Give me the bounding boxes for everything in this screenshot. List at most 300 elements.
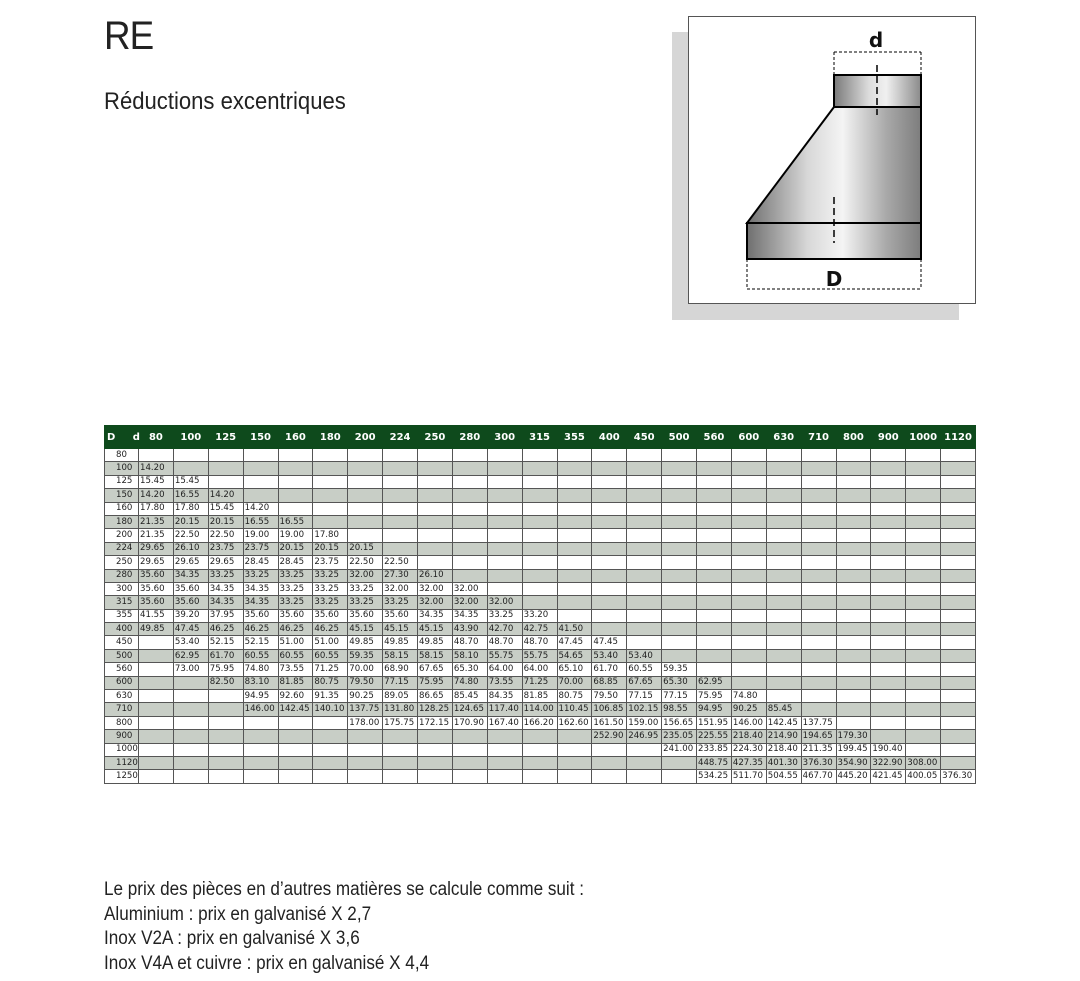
price-cell: [801, 569, 836, 582]
price-cell: [941, 703, 976, 716]
price-cell: 22.50: [348, 556, 383, 569]
price-cell: [418, 489, 453, 502]
price-cell: [766, 475, 801, 488]
price-cell: [418, 502, 453, 515]
column-header: 200: [348, 426, 383, 449]
price-cell: 35.60: [139, 582, 174, 595]
price-cell: [313, 462, 348, 475]
row-header: 150: [105, 489, 139, 502]
price-cell: [208, 756, 243, 769]
price-cell: 71.25: [313, 663, 348, 676]
price-cell: [243, 449, 278, 462]
price-cell: [348, 730, 383, 743]
price-cell: 21.35: [139, 515, 174, 528]
price-cell: [836, 529, 871, 542]
price-cell: 17.80: [313, 529, 348, 542]
price-cell: 19.00: [243, 529, 278, 542]
price-cell: 14.20: [139, 462, 174, 475]
price-cell: [139, 756, 174, 769]
price-cell: 33.25: [383, 596, 418, 609]
price-cell: [766, 489, 801, 502]
price-cell: [941, 730, 976, 743]
price-cell: [801, 636, 836, 649]
price-cell: [871, 502, 906, 515]
price-cell: 49.85: [348, 636, 383, 649]
price-cell: 67.65: [627, 676, 662, 689]
price-cell: [139, 730, 174, 743]
price-cell: 26.10: [173, 542, 208, 555]
column-header: 710: [801, 426, 836, 449]
price-cell: 64.00: [487, 663, 522, 676]
price-cell: [139, 703, 174, 716]
price-cell: 35.60: [139, 569, 174, 582]
price-cell: [592, 556, 627, 569]
price-cell: 73.55: [278, 663, 313, 676]
price-cell: [592, 529, 627, 542]
price-cell: [941, 475, 976, 488]
price-cell: [627, 582, 662, 595]
table-row: [105, 489, 976, 502]
price-cell: 35.60: [348, 609, 383, 622]
price-cell: 179.30: [836, 730, 871, 743]
price-cell: [627, 502, 662, 515]
price-cell: [557, 542, 592, 555]
price-cell: [941, 676, 976, 689]
price-cell: 117.40: [487, 703, 522, 716]
price-cell: [801, 475, 836, 488]
price-cell: [452, 756, 487, 769]
price-cell: [627, 529, 662, 542]
price-cell: 65.30: [662, 676, 697, 689]
price-cell: [871, 489, 906, 502]
price-cell: 218.40: [766, 743, 801, 756]
price-cell: [627, 449, 662, 462]
price-cell: 159.00: [627, 716, 662, 729]
price-cell: [941, 649, 976, 662]
price-cell: 33.25: [278, 596, 313, 609]
price-cell: [941, 623, 976, 636]
price-cell: [348, 743, 383, 756]
price-cell: [278, 475, 313, 488]
price-cell: [801, 609, 836, 622]
price-cell: 34.35: [243, 596, 278, 609]
price-cell: 67.65: [418, 663, 453, 676]
price-cell: 73.00: [173, 663, 208, 676]
price-cell: 27.30: [383, 569, 418, 582]
price-cell: [313, 716, 348, 729]
price-cell: [208, 690, 243, 703]
price-cell: [627, 489, 662, 502]
price-cell: [243, 716, 278, 729]
price-cell: [627, 623, 662, 636]
price-cell: [697, 475, 732, 488]
price-cell: 98.55: [662, 703, 697, 716]
price-cell: [801, 649, 836, 662]
price-cell: [871, 515, 906, 528]
table-row: [105, 676, 976, 689]
price-cell: 199.45: [836, 743, 871, 756]
price-cell: 74.80: [452, 676, 487, 689]
price-cell: 71.25: [522, 676, 557, 689]
table-row: [105, 569, 976, 582]
price-cell: [697, 515, 732, 528]
price-cell: [557, 515, 592, 528]
price-cell: [592, 770, 627, 783]
price-cell: [313, 756, 348, 769]
price-cell: [697, 502, 732, 515]
price-cell: 49.85: [383, 636, 418, 649]
price-cell: 84.35: [487, 690, 522, 703]
price-cell: 106.85: [592, 703, 627, 716]
column-header: 400: [592, 426, 627, 449]
column-header: 150: [243, 426, 278, 449]
price-cell: 68.90: [383, 663, 418, 676]
price-cell: [173, 716, 208, 729]
price-cell: [627, 756, 662, 769]
price-cell: [697, 489, 732, 502]
price-cell: [139, 716, 174, 729]
price-cell: 34.35: [208, 596, 243, 609]
table-row: [105, 609, 976, 622]
price-cell: 60.55: [243, 649, 278, 662]
price-cell: [766, 676, 801, 689]
price-cell: [487, 756, 522, 769]
price-cell: [348, 462, 383, 475]
price-cell: [487, 569, 522, 582]
price-cell: 20.15: [278, 542, 313, 555]
price-cell: 29.65: [139, 556, 174, 569]
price-cell: 48.70: [522, 636, 557, 649]
price-cell: 68.85: [592, 676, 627, 689]
price-cell: [697, 529, 732, 542]
table-row: [105, 623, 976, 636]
price-cell: [731, 502, 766, 515]
row-header: 450: [105, 636, 139, 649]
price-cell: [941, 449, 976, 462]
price-cell: [801, 502, 836, 515]
row-header: 160: [105, 502, 139, 515]
row-header: 125: [105, 475, 139, 488]
price-cell: 73.55: [487, 676, 522, 689]
price-cell: [243, 475, 278, 488]
price-cell: 17.80: [173, 502, 208, 515]
price-cell: [871, 569, 906, 582]
price-cell: [836, 489, 871, 502]
price-cell: 16.55: [278, 515, 313, 528]
price-cell: [487, 449, 522, 462]
price-cell: [766, 449, 801, 462]
price-cell: [592, 475, 627, 488]
price-cell: [487, 770, 522, 783]
price-cell: [766, 582, 801, 595]
price-cell: [697, 649, 732, 662]
price-cell: [906, 462, 941, 475]
price-cell: [383, 756, 418, 769]
price-cell: 110.45: [557, 703, 592, 716]
price-cell: 45.15: [348, 623, 383, 636]
price-cell: [941, 636, 976, 649]
price-cell: 32.00: [418, 596, 453, 609]
column-header: 1000: [906, 426, 941, 449]
price-cell: [383, 770, 418, 783]
row-header: 180: [105, 515, 139, 528]
price-cell: [836, 623, 871, 636]
column-header: 300: [487, 426, 522, 449]
price-cell: 53.40: [592, 649, 627, 662]
price-cell: 20.15: [348, 542, 383, 555]
price-cell: [801, 596, 836, 609]
price-cell: [662, 770, 697, 783]
price-cell: [243, 462, 278, 475]
price-cell: 75.95: [418, 676, 453, 689]
price-cell: [662, 623, 697, 636]
price-cell: 166.20: [522, 716, 557, 729]
column-header: 250: [418, 426, 453, 449]
price-cell: [522, 582, 557, 595]
table-row: [105, 663, 976, 676]
price-cell: 156.65: [662, 716, 697, 729]
column-header: 1120: [941, 426, 976, 449]
price-cell: [522, 515, 557, 528]
price-cell: 35.60: [243, 609, 278, 622]
price-cell: 35.60: [139, 596, 174, 609]
price-cell: 224.30: [731, 743, 766, 756]
column-header: 900: [871, 426, 906, 449]
price-cell: 146.00: [243, 703, 278, 716]
price-cell: [313, 515, 348, 528]
price-cell: [173, 449, 208, 462]
price-cell: [697, 462, 732, 475]
price-cell: 34.35: [173, 569, 208, 582]
price-cell: [348, 515, 383, 528]
price-cell: [173, 690, 208, 703]
price-cell: [487, 462, 522, 475]
price-cell: [766, 569, 801, 582]
price-cell: [662, 649, 697, 662]
price-cell: 32.00: [348, 569, 383, 582]
price-cell: 15.45: [173, 475, 208, 488]
price-cell: 33.20: [522, 609, 557, 622]
price-cell: [731, 489, 766, 502]
price-cell: [627, 515, 662, 528]
price-cell: [662, 462, 697, 475]
price-cell: [871, 596, 906, 609]
price-cell: [557, 569, 592, 582]
price-cell: [557, 449, 592, 462]
eccentric-reducer-drawing: [689, 17, 975, 303]
price-cell: [627, 462, 662, 475]
price-cell: 53.40: [173, 636, 208, 649]
price-cell: [522, 475, 557, 488]
column-header: 180: [313, 426, 348, 449]
column-header: 560: [697, 426, 732, 449]
price-cell: [452, 569, 487, 582]
price-cell: 62.95: [697, 676, 732, 689]
price-cell: [627, 743, 662, 756]
price-cell: [906, 743, 941, 756]
price-cell: [871, 542, 906, 555]
price-cell: [662, 636, 697, 649]
price-cell: [557, 609, 592, 622]
price-cell: [418, 743, 453, 756]
price-cell: [662, 502, 697, 515]
price-cell: [348, 756, 383, 769]
price-cell: [313, 489, 348, 502]
price-cell: [208, 770, 243, 783]
price-cell: [208, 475, 243, 488]
column-header: 630: [766, 426, 801, 449]
price-cell: [592, 449, 627, 462]
price-cell: [278, 716, 313, 729]
price-cell: [173, 730, 208, 743]
price-cell: 33.25: [278, 582, 313, 595]
price-cell: [906, 609, 941, 622]
price-cell: [836, 515, 871, 528]
price-cell: 211.35: [801, 743, 836, 756]
price-cell: [452, 462, 487, 475]
price-cell: 33.25: [278, 569, 313, 582]
price-cell: 137.75: [348, 703, 383, 716]
price-cell: [278, 449, 313, 462]
price-cell: [766, 556, 801, 569]
price-cell: 90.25: [348, 690, 383, 703]
price-cell: [418, 529, 453, 542]
price-cell: 52.15: [208, 636, 243, 649]
price-cell: [941, 489, 976, 502]
price-cell: [941, 743, 976, 756]
price-cell: 511.70: [731, 770, 766, 783]
price-cell: [836, 690, 871, 703]
price-cell: [487, 542, 522, 555]
price-cell: [383, 542, 418, 555]
price-cell: 34.35: [418, 609, 453, 622]
notes-intro: Le prix des pièces en d’autres matières se calcule comme suit :: [104, 879, 584, 900]
price-cell: 20.15: [208, 515, 243, 528]
price-cell: [139, 743, 174, 756]
price-cell: 23.75: [243, 542, 278, 555]
price-cell: 33.25: [243, 569, 278, 582]
price-cell: [522, 569, 557, 582]
column-header: 80: [139, 426, 174, 449]
price-cell: 400.05: [906, 770, 941, 783]
price-cell: 59.35: [662, 663, 697, 676]
price-cell: [697, 609, 732, 622]
price-cell: [383, 489, 418, 502]
price-cell: [941, 663, 976, 676]
price-cell: [173, 770, 208, 783]
price-cell: [313, 730, 348, 743]
price-cell: [139, 636, 174, 649]
price-cell: [487, 556, 522, 569]
price-cell: [871, 730, 906, 743]
price-cell: [801, 449, 836, 462]
price-cell: [941, 556, 976, 569]
column-header: 100: [173, 426, 208, 449]
price-cell: [731, 649, 766, 662]
price-cell: [278, 502, 313, 515]
column-header: 224: [383, 426, 418, 449]
price-cell: [383, 515, 418, 528]
price-cell: 74.80: [731, 690, 766, 703]
price-cell: [941, 582, 976, 595]
price-cell: [522, 756, 557, 769]
price-cell: [801, 542, 836, 555]
price-cell: [836, 703, 871, 716]
price-cell: 504.55: [766, 770, 801, 783]
price-cell: [383, 730, 418, 743]
price-cell: [592, 515, 627, 528]
price-cell: [557, 489, 592, 502]
price-cell: 445.20: [836, 770, 871, 783]
price-cell: 175.75: [383, 716, 418, 729]
product-code: RE: [104, 14, 154, 58]
price-cell: [348, 502, 383, 515]
price-cell: 14.20: [243, 502, 278, 515]
price-cell: 34.35: [208, 582, 243, 595]
column-header: 125: [208, 426, 243, 449]
price-cell: [941, 716, 976, 729]
price-cell: 89.05: [383, 690, 418, 703]
price-cell: [418, 542, 453, 555]
price-cell: [592, 609, 627, 622]
price-cell: [627, 475, 662, 488]
price-table: [104, 425, 976, 784]
price-cell: [139, 649, 174, 662]
price-cell: [348, 770, 383, 783]
price-cell: 32.00: [452, 596, 487, 609]
price-cell: [731, 569, 766, 582]
price-cell: 534.25: [697, 770, 732, 783]
price-cell: [941, 515, 976, 528]
price-cell: [697, 569, 732, 582]
price-cell: 58.15: [418, 649, 453, 662]
price-cell: 241.00: [662, 743, 697, 756]
price-cell: 41.55: [139, 609, 174, 622]
price-cell: [627, 636, 662, 649]
price-cell: 246.95: [627, 730, 662, 743]
price-cell: [627, 542, 662, 555]
price-cell: 65.30: [452, 663, 487, 676]
price-cell: 16.55: [243, 515, 278, 528]
price-cell: [836, 542, 871, 555]
small-diameter-label: d: [868, 28, 884, 52]
row-header: 250: [105, 556, 139, 569]
price-cell: 49.85: [139, 623, 174, 636]
price-cell: 29.65: [173, 556, 208, 569]
price-cell: 194.65: [801, 730, 836, 743]
price-cell: [801, 623, 836, 636]
price-cell: 46.25: [243, 623, 278, 636]
price-cell: [452, 502, 487, 515]
price-cell: [139, 676, 174, 689]
price-cell: [766, 529, 801, 542]
price-cell: [906, 649, 941, 662]
price-cell: [906, 449, 941, 462]
column-header: 355: [557, 426, 592, 449]
price-cell: [173, 743, 208, 756]
row-header: 355: [105, 609, 139, 622]
price-cell: 178.00: [348, 716, 383, 729]
price-cell: [557, 730, 592, 743]
price-cell: [871, 582, 906, 595]
price-cell: [801, 489, 836, 502]
price-cell: 34.35: [452, 609, 487, 622]
price-cell: 91.35: [313, 690, 348, 703]
price-cell: [766, 462, 801, 475]
row-header: 400: [105, 623, 139, 636]
price-cell: [139, 663, 174, 676]
price-cell: 354.90: [836, 756, 871, 769]
